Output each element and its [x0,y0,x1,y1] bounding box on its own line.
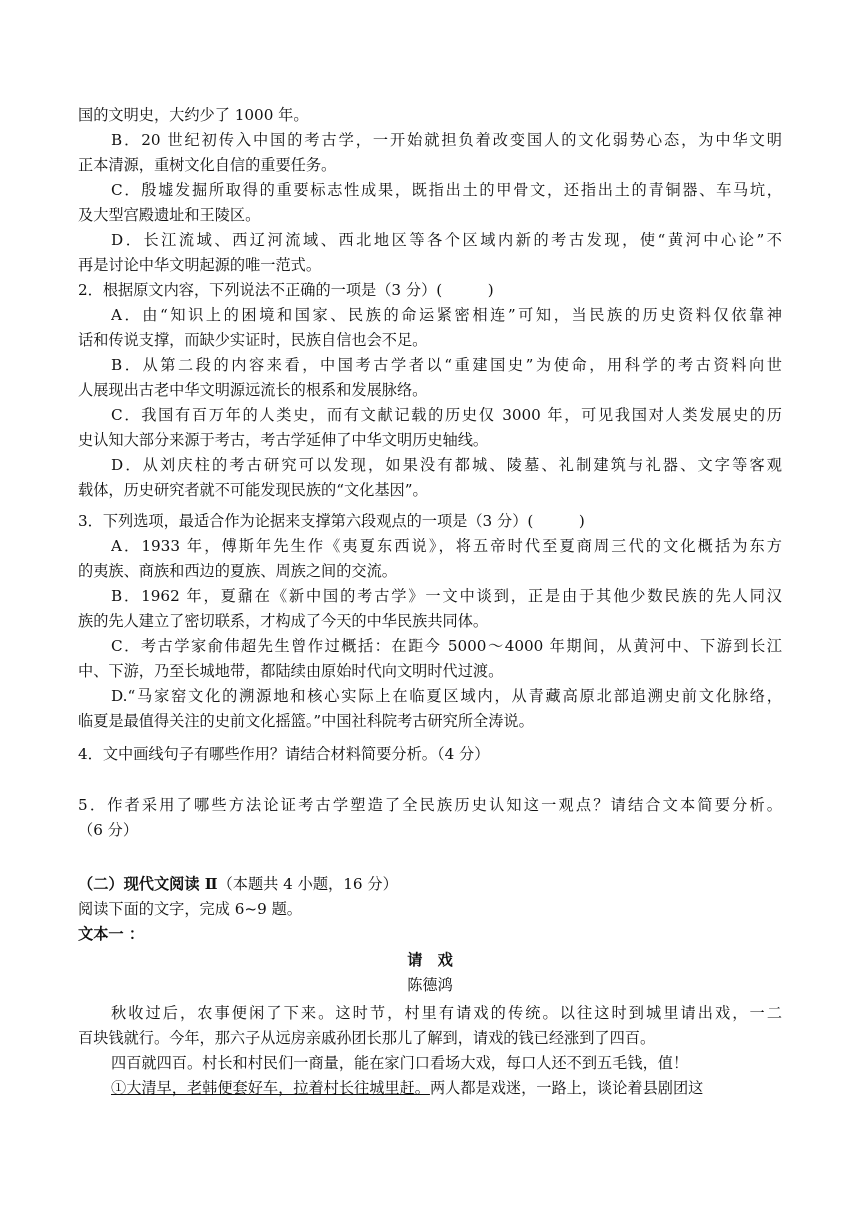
section-heading [78,872,782,896]
story-line-rest: 两人都是戏迷，一路上，谈论着县剧团这 [429,1079,704,1097]
option-line: B．从第二段的内容来看，中国考古学者以“重建国史”为使命，用科学的考古资料向世 [111,356,782,374]
text-one-label: 文本一 ： [78,925,145,943]
option-line: D．长江流域、西辽河流域、西北地区等各个区域内新的考古发现，使“黄河中心论”不 [111,231,782,249]
option-line: A．1933 年，傅斯年先生作《夷夏东西说》，将五帝时代至夏商周三代的文化概括为东方 [111,537,782,555]
story-line-underlined [111,1076,782,1100]
question-5-points: （6 分） [78,821,139,839]
option-line: D.“马家窑文化的溯源地和核心实际上在临夏区域内，从青藏高原北部追溯史前文化脉络， [111,687,782,705]
question-4: 4．文中画线句子有哪些作用？请结合材料简要分析。（4 分） [78,745,490,763]
question-3: 3．下列选项，最适合作为论据来支撑第六段观点的一项是（3 分）( ) [78,512,585,530]
story-line: 秋收过后，农事便闲了下来。这时节，村里有请戏的传统。以往这时到城里请出戏，一二 [111,1004,782,1022]
story-line: 百块钱就行。今年，那六子从远房亲戚孙团长那儿了解到，请戏的钱已经涨到了四百。 [78,1029,656,1047]
text-line: 再是讨论中华文明起源的唯一范式。 [78,256,321,274]
text-line: 临夏是最值得关注的史前文化摇篮。”中国社科院考古研究所全涛说。 [78,712,534,730]
option-line: A．由“知识上的困境和国家、民族的命运紧密相连”可知，当民族的历史资料仅依靠神 [111,306,782,324]
option-line: C．殷墟发掘所取得的重要标志性成果，既指出土的甲骨文，还指出土的青铜器、车马坑， [111,181,782,199]
story-title: 请 戏 [407,951,453,969]
text-line: 人展现出古老中华文明源远流长的根系和发展脉络。 [78,381,428,399]
text-line: 史认知大部分来源于考古，考古学延伸了中华文明历史轴线。 [78,431,489,449]
text-line: 及大型宫殿遗址和王陵区。 [78,206,261,224]
underlined-sentence: ①大清早，老韩便套好车，拉着村长往城里赶。 [111,1079,430,1097]
option-line: B．20 世纪初传入中国的考古学，一开始就担负着改变国人的文化弱势心态，为中华文明 [111,131,782,149]
story-author: 陈德鸿 [407,976,453,994]
text-line: 正本清源，重树文化自信的重要任务。 [78,156,337,174]
text-line: 中、下游，乃至长城地带，都陆续由原始时代向文明时代过渡。 [78,662,504,680]
option-line: D．从刘庆柱的考古研究可以发现，如果没有都城、陵墓、礼制建筑与礼器、文字等客观 [111,456,782,474]
option-line: C．我国有百万年的人类史，而有文献记载的历史仅 3000 年，可见我国对人类发展史的历 [111,406,782,424]
story-line: 四百就四百。村长和村民们一商量，能在家门口看场大戏，每口人还不到五毛钱，值！ [111,1054,689,1072]
section-heading-bold: （二）现代文阅读 Ⅱ [78,875,218,893]
question-5: 5．作者采用了哪些方法论证考古学塑造了全民族历史认知这一观点？请结合文本简要分析。 [78,796,782,814]
question-2: 2．根据原文内容，下列说法不正确的一项是（3 分）( ) [78,281,494,299]
text-line: 的夷族、商族和西边的夏族、周族之间的交流。 [78,562,397,580]
text-line: 载体，历史研究者就不可能发现民族的“文化基因”。 [78,481,428,499]
section-heading-rest: （本题共 4 小题，16 分） [217,875,398,893]
text-line: 话和传说支撑，而缺少实证时，民族自信也会不足。 [78,331,428,349]
section-instruction: 阅读下面的文字，完成 6~9 题。 [78,900,302,918]
text-line: 国的文明史，大约少了 1000 年。 [78,106,309,124]
option-line: C．考古学家俞伟超先生曾作过概括：在距今 5000～4000 年期间，从黄河中、下游到长江 [111,637,782,655]
option-line: B．1962 年，夏鼐在《新中国的考古学》一文中谈到，正是由于其他少数民族的先人同汉 [111,587,782,605]
text-line: 族的先人建立了密切联系，才构成了今天的中华民族共同体。 [78,612,489,630]
